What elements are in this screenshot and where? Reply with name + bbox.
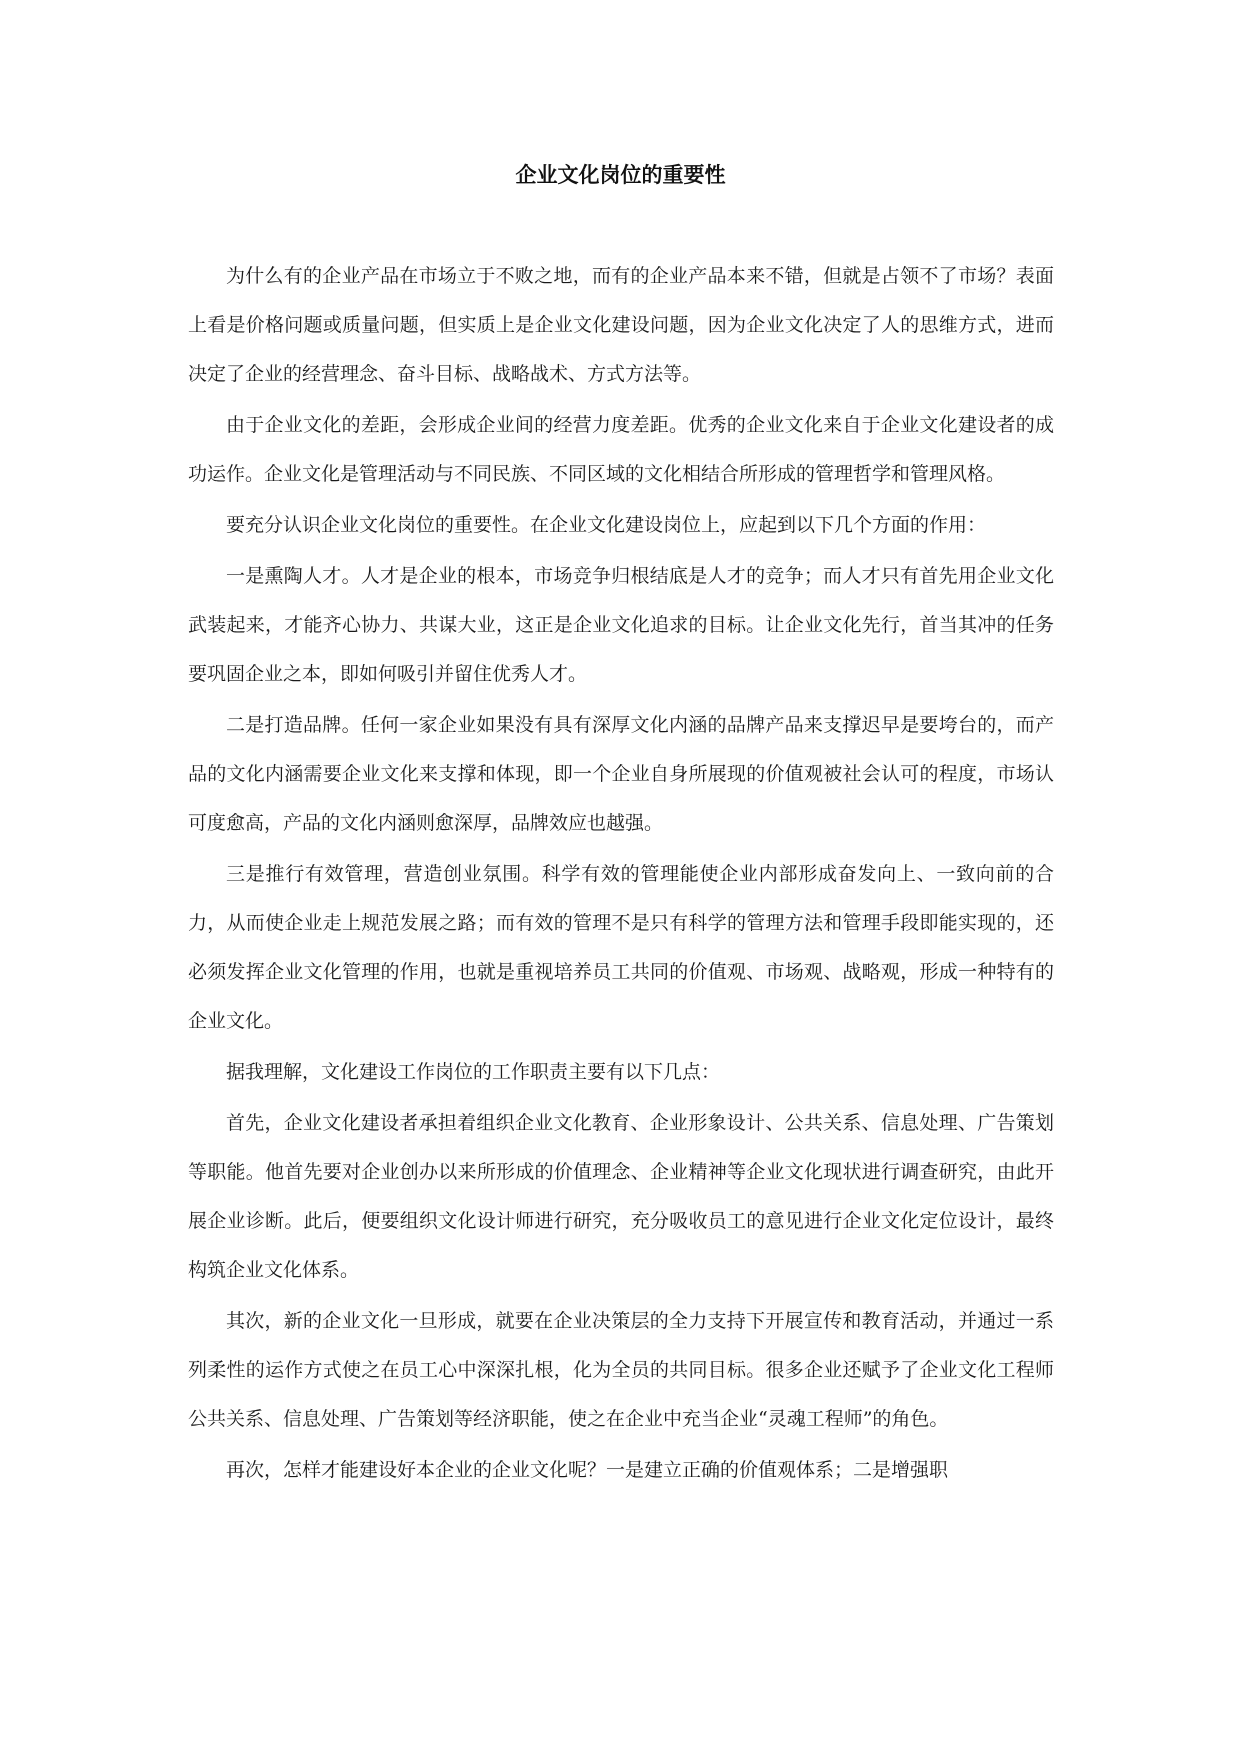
document-body (188, 252, 1054, 1497)
document-title: 企业文化岗位的重要性 (515, 162, 726, 187)
paragraph: 由于企业文化的差距，会形成企业间的经营力度差距。优秀的企业文化来自于企业文化建设者的成功运作。企业文化是管理活动与不同民族、不同区域的文化相结合所形成的管理哲学和管理风格。 (188, 414, 1054, 485)
paragraph: 首先，企业文化建设者承担着组织企业文化教育、企业形象设计、公共关系、信息处理、广告策划等职能。他首先要对企业创办以来所形成的价值理念、企业精神等企业文化现状进行调查研究，由此开展企业诊断。此后，便要组织文化设计师进行研究，充分吸收员工的意见进行企业文化定位设计，最终构筑企业文化体系。 (188, 1112, 1054, 1281)
paragraph: 再次，怎样才能建设好本企业的企业文化呢？一是建立正确的价值观体系；二是增强职 (226, 1459, 949, 1481)
paragraph: 其次，新的企业文化一旦形成，就要在企业决策层的全力支持下开展宣传和教育活动，并通过一系列柔性的运作方式使之在员工心中深深扎根，化为全员的共同目标。很多企业还赋予了企业文化工程师公共关系、信息处理、广告策划等经济职能，使之在企业中充当企业“灵魂工程师”的角色。 (188, 1310, 1054, 1430)
paragraph: 一是熏陶人才。人才是企业的根本，市场竞争归根结底是人才的竞争；而人才只有首先用企业文化武装起来，才能齐心协力、共谋大业，这正是企业文化追求的目标。让企业文化先行，首当其冲的任务要巩固企业之本，即如何吸引并留住优秀人才。 (188, 565, 1054, 685)
paragraph: 要充分认识企业文化岗位的重要性。在企业文化建设岗位上，应起到以下几个方面的作用： (226, 514, 987, 536)
paragraph: 二是打造品牌。任何一家企业如果没有具有深厚文化内涵的品牌产品来支撑迟早是要垮台的，而产品的文化内涵需要企业文化来支撑和体现，即一个企业自身所展现的价值观被社会认可的程度，市场认可度愈高，产品的文化内涵则愈深厚，品牌效应也越强。 (188, 714, 1054, 834)
paragraph: 为什么有的企业产品在市场立于不败之地，而有的企业产品本来不错，但就是占领不了市场？表面上看是价格问题或质量问题，但实质上是企业文化建设问题，因为企业文化决定了人的思维方式，进而决定了企业的经营理念、奋斗目标、战略战术、方式方法等。 (188, 265, 1054, 385)
paragraph: 据我理解，文化建设工作岗位的工作职责主要有以下几点： (226, 1061, 721, 1083)
paragraph: 三是推行有效管理，营造创业氛围。科学有效的管理能使企业内部形成奋发向上、一致向前的合力，从而使企业走上规范发展之路；而有效的管理不是只有科学的管理方法和管理手段即能实现的，还必须发挥企业文化管理的作用，也就是重视培养员工共同的价值观、市场观、战略观，形成一种特有的企业文化。 (188, 863, 1054, 1032)
